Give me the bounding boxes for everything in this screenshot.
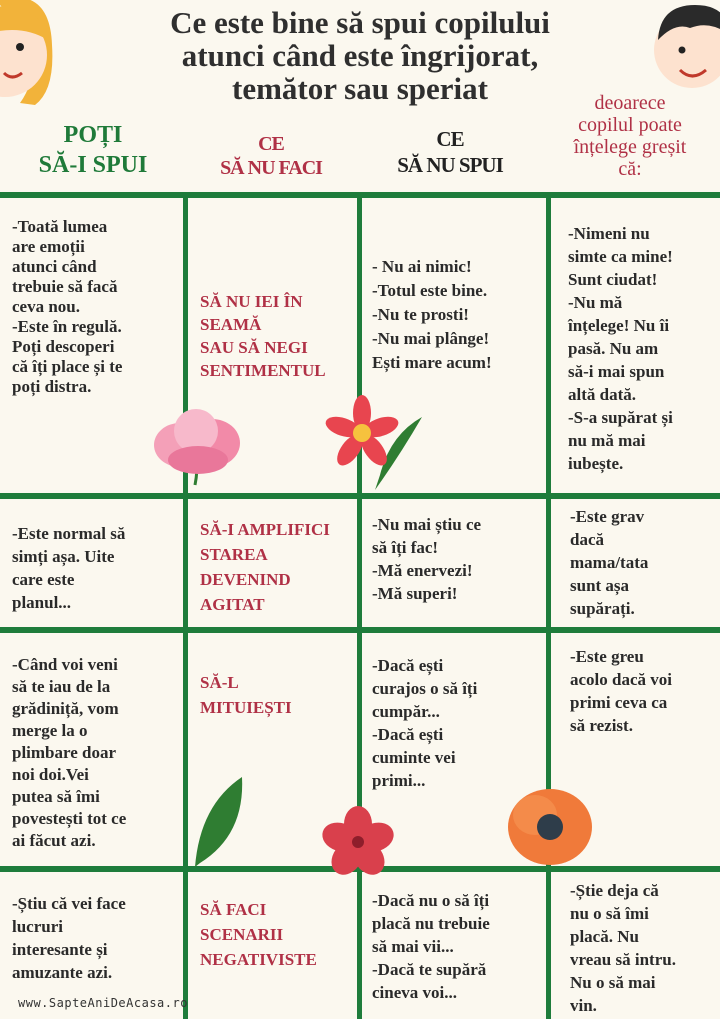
cell-spui: -Când voi veni să te iau de la grădiniță, vom merge la o plimbare doar noi doi.Vei putea să îmi povestești tot ce ai făcut azi.	[12, 655, 127, 850]
website-url: www.SapteAniDeAcasa.ro	[18, 996, 188, 1010]
cell-nu-spui: - Nu ai nimic! -Totul este bine. -Nu te prosti! -Nu mai plânge! Ești mare acum!	[372, 257, 492, 372]
header-poti-sa-i-spui	[8, 120, 178, 180]
header-deoarece	[540, 92, 720, 180]
cell-intelege: -Știe deja că nu o să îmi placă. Nu vreau să intru. Nu o să mai vin.	[570, 881, 676, 1015]
header-ce-sa-nu-faci	[186, 132, 356, 180]
header-text: CE	[258, 133, 284, 155]
header-text: înțelege greșit	[573, 136, 687, 158]
pink-flower-icon	[150, 405, 245, 490]
cell-nu-spui: -Dacă ești curajos o să îți cumpăr... -Dacă ești cuminte vei primi...	[372, 656, 478, 790]
red-flower-icon	[320, 395, 430, 495]
cell-spui: -Toată lumea are emoții atunci când trebuie să facă ceva nou. -Este în regulă. Poți descoperi că îți place și te poți distra.	[12, 217, 123, 396]
cell-intelege: -Este greu acolo dacă voi primi ceva ca să rezist.	[570, 647, 672, 735]
header-text: că:	[618, 158, 642, 180]
header-text: deoarece	[594, 92, 666, 114]
girl-face-icon	[0, 0, 65, 110]
cell-nu-spui: -Dacă nu o să îți placă nu trebuie să mai vii... -Dacă te supără cineva voi...	[372, 891, 490, 1002]
cell-nu-faci: SĂ-I AMPLIFICI STAREA DEVENIND AGITAT	[200, 520, 330, 614]
header-text: SĂ-I SPUI	[38, 152, 148, 178]
header-text: SĂ NU SPUI	[397, 153, 503, 177]
header-ce-sa-nu-spui	[360, 126, 540, 178]
boy-face-icon	[650, 0, 720, 100]
cell-nu-faci: SĂ NU IEI ÎN SEAMĂ SAU SĂ NEGI SENTIMENTUL	[200, 292, 326, 380]
cell-intelege: -Nimeni nu simte ca mine! Sunt ciudat! -Nu mă înțelege! Nu îi pasă. Nu am să-i mai spun altă dată. -S-a supărat și nu mă mai iubește.	[568, 224, 673, 473]
cell-intelege: -Este grav dacă mama/tata sunt așa supărați.	[570, 507, 649, 618]
header-text: SĂ NU FACI	[220, 157, 322, 179]
leaf-icon	[190, 775, 245, 870]
title-line-1: Ce este bine să spui copilului	[170, 5, 550, 40]
cell-nu-spui: -Nu mai știu ce să îți fac! -Mă enervezi! -Mă superi!	[372, 515, 482, 603]
cell-spui: -Știu că vei face lucruri interesante și amuzante azi.	[12, 894, 126, 982]
cell-spui: -Este normal să simți așa. Uite care este planul...	[12, 524, 126, 612]
page-title	[70, 6, 650, 105]
title-line-3: temător sau speriat	[232, 71, 488, 106]
cell-nu-faci: SĂ FACI SCENARII NEGATIVISTE	[200, 900, 317, 969]
header-text: copilul poate	[578, 114, 682, 136]
title-line-2: atunci când este îngrijorat,	[181, 38, 539, 73]
hibiscus-flower-icon	[318, 805, 400, 880]
cell-nu-faci: SĂ-L MITUIEȘTI	[200, 673, 292, 717]
poppy-flower-icon	[505, 785, 595, 867]
header-text: POȚI	[63, 122, 123, 148]
grid-line	[546, 192, 551, 1019]
header-text: CE	[436, 127, 464, 151]
